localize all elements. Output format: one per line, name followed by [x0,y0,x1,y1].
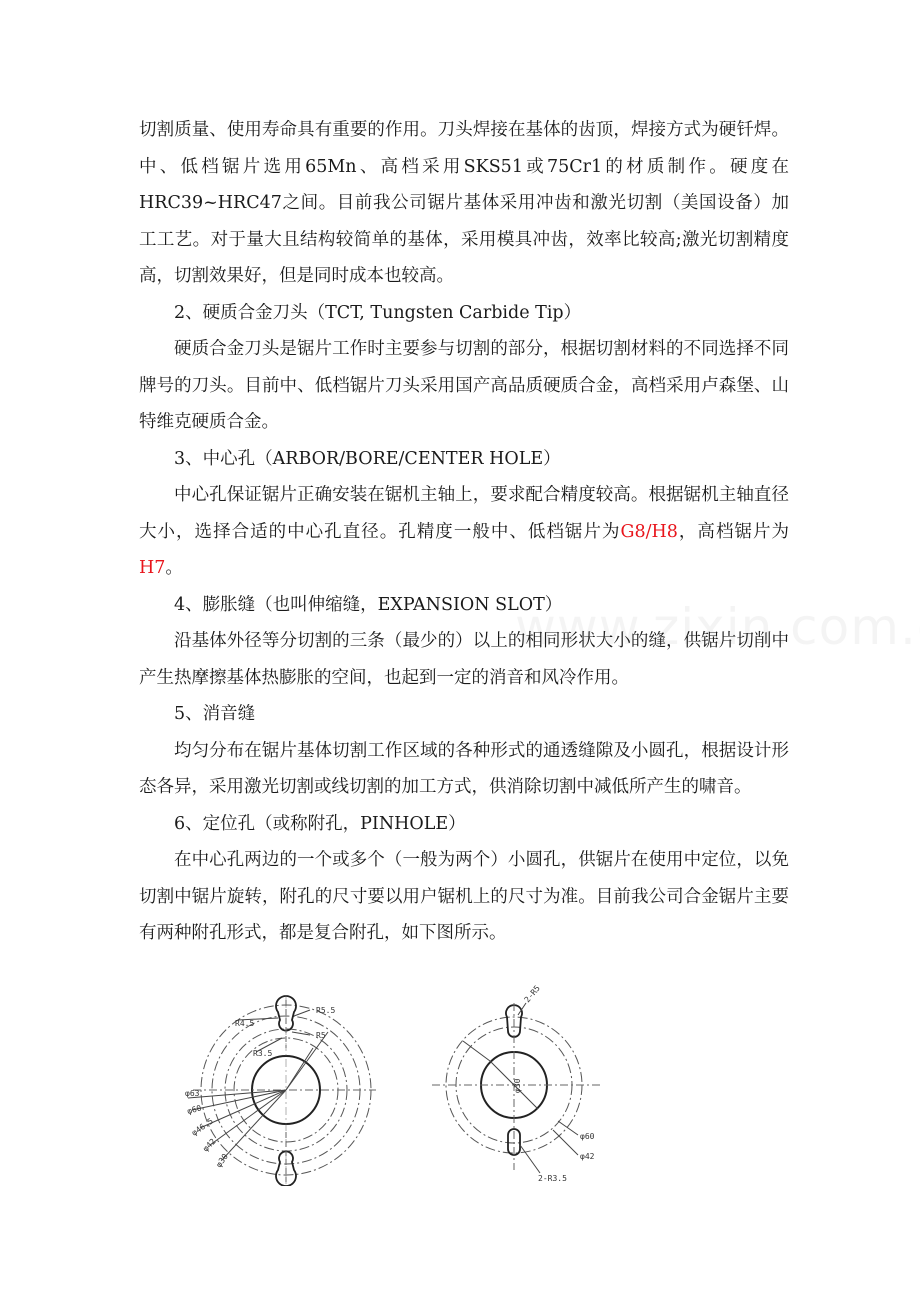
pinhole-drawing-left-svg [178,990,378,1186]
label-d46-5: φ46.5 [189,1116,215,1138]
heading-expansion-slot: 4、膨胀缝（也叫伸缩缝，EXPANSION SLOT） [174,594,563,615]
label-d63: φ63 [185,1089,200,1098]
paragraph-center-hole [139,477,789,587]
label-r5: R5 [316,1031,326,1040]
label-r4-5: R4.5 [235,1019,255,1028]
heading-pinhole: 6、定位孔（或称附孔，PINHOLE） [174,813,466,834]
paragraph-tct: 硬质合金刀头是锯片工作时主要参与切割的部分，根据切割材料的不同选择不同牌号的刀头。目前中、低档锯片刀头采用国产高品质硬质合金，高档采用卢森堡、山特维克硬质合金。 [139,339,789,432]
tolerance-g8h8: G8/H8 [620,521,678,542]
heading-tct: 2、硬质合金刀头（TCT, Tungsten Carbide Tip） [174,302,582,323]
pinhole-drawing-right [428,985,610,1185]
center-hole-text-c: 。 [165,558,183,578]
pinhole-drawing-left [178,990,378,1186]
label-2-r5: 2-R5 [522,985,542,1005]
label-right-d30: φ30 [513,1078,522,1093]
label-right-d42: φ42 [580,1152,595,1161]
label-2-r3-5: 2-R3.5 [538,1174,567,1183]
label-d60: φ60 [186,1103,203,1116]
label-right-d60: φ60 [580,1132,595,1141]
document-body [139,112,789,952]
paragraph-base-material: 切割质量、使用寿命具有重要的作用。刀头焊接在基体的齿顶，焊接方式为硬钎焊。中、低档锯片选用65Mn、高档采用SKS51或75Cr1的材质制作。硬度在HRC39~HRC47之间。目前我公司锯片基体采用冲齿和激光切割（美国设备）加工工艺。对于量大且结构较简单的基体，采用模具冲齿，效率比较高;激光切割精度高，切割效果好，但是同时成本也较高。 [139,120,789,286]
paragraph-pinhole: 在中心孔两边的一个或多个（一般为两个）小圆孔，供锯片在使用中定位，以免切割中锯片旋转，附孔的尺寸要以用户锯机上的尺寸为准。目前我公司合金锯片主要有两种附孔形式，都是复合附孔，如下图所示。 [139,850,789,943]
heading-center-hole: 3、中心孔（ARBOR/BORE/CENTER HOLE） [174,448,561,469]
label-d42: φ42 [201,1136,218,1154]
heading-silencer-slot: 5、消音缝 [174,704,256,724]
tolerance-h7: H7 [139,558,166,578]
pinhole-drawing-right-svg [428,985,610,1185]
paragraph-expansion-slot: 沿基体外径等分切割的三条（最少的）以上的相同形状大小的缝，供锯片切削中产生热摩擦基体热膨胀的空间，也起到一定的消音和风冷作用。 [139,631,789,688]
label-r5-5: R5.5 [316,1006,336,1015]
label-r3-5: R3.5 [253,1049,273,1058]
center-hole-text-b: ，高档锯片为 [677,521,790,542]
label-d30: φ30 [214,1152,230,1170]
center-hole-text-a: 中心孔保证锯片正确安装在锯机主轴上，要求配合精度较高。根据锯机主轴直径大小，选择合适的中心孔直径。孔精度一般中、低档锯片为 [139,485,789,542]
paragraph-silencer-slot: 均匀分布在锯片基体切割工作区域的各种形式的通透缝隙及小圆孔，根据设计形态各异，采用激光切割或线切割的加工方式，供消除切割中减低所产生的啸音。 [139,740,789,797]
